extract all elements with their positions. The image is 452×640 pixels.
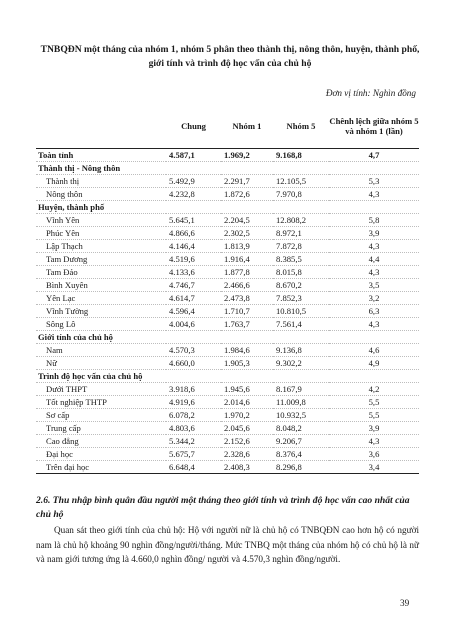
row-label: Sông Lô <box>36 318 166 331</box>
value-nhom1: 1.970,2 <box>221 409 273 422</box>
value-nhom5: 7.970,8 <box>273 188 329 201</box>
table-row <box>36 396 419 409</box>
value-chenh-lech: 4,3 <box>329 188 419 201</box>
value-chenh-lech: 3,9 <box>329 422 419 435</box>
table-row <box>36 383 419 396</box>
value-nhom5: 9.302,2 <box>273 357 329 370</box>
value-chung: 4.803,6 <box>166 422 221 435</box>
row-label: Cao đẳng <box>36 435 166 448</box>
table-row <box>36 279 419 292</box>
row-label: Trình độ học vấn của chủ hộ <box>36 370 166 383</box>
value-nhom1: 1.984,6 <box>221 344 273 357</box>
value-nhom1: 1.905,3 <box>221 357 273 370</box>
value-nhom5 <box>273 331 329 344</box>
value-nhom5: 8.376,4 <box>273 448 329 461</box>
value-chung: 4.596,4 <box>166 305 221 318</box>
table-row <box>36 227 419 240</box>
value-nhom5: 8.972,1 <box>273 227 329 240</box>
value-chenh-lech <box>329 370 419 383</box>
value-chenh-lech: 4,3 <box>329 435 419 448</box>
value-nhom1: 1.916,4 <box>221 253 273 266</box>
table-row <box>36 149 419 162</box>
table-row <box>36 461 419 474</box>
value-nhom1: 1.877,8 <box>221 266 273 279</box>
row-label: Tốt nghiệp THTP <box>36 396 166 409</box>
table-row <box>36 162 419 175</box>
value-chenh-lech: 3,5 <box>329 279 419 292</box>
table-row <box>36 214 419 227</box>
value-nhom5 <box>273 201 329 214</box>
value-chung: 3.918,6 <box>166 383 221 396</box>
value-nhom1: 2.204,5 <box>221 214 273 227</box>
value-chenh-lech: 6,3 <box>329 305 419 318</box>
value-chenh-lech: 3,6 <box>329 448 419 461</box>
row-label: Bình Xuyên <box>36 279 166 292</box>
table-row <box>36 305 419 318</box>
table-row <box>36 370 419 383</box>
value-nhom1: 2.466,6 <box>221 279 273 292</box>
value-nhom1: 1.945,6 <box>221 383 273 396</box>
value-nhom5: 7.872,8 <box>273 240 329 253</box>
row-label: Trên đại học <box>36 461 166 474</box>
value-nhom5: 12.808,2 <box>273 214 329 227</box>
unit-note: Đơn vị tính: Nghìn đồng <box>325 88 416 98</box>
column-header-nhom1: Nhóm 1 <box>221 104 273 149</box>
table-row <box>36 266 419 279</box>
table-row <box>36 240 419 253</box>
value-chenh-lech: 3,4 <box>329 461 419 474</box>
value-chung: 4.614,7 <box>166 292 221 305</box>
value-chenh-lech: 5,5 <box>329 396 419 409</box>
value-nhom5: 8.015,8 <box>273 266 329 279</box>
value-chenh-lech: 4,3 <box>329 240 419 253</box>
value-chung: 6.078,2 <box>166 409 221 422</box>
value-chung: 4.570,3 <box>166 344 221 357</box>
row-label: Dưới THPT <box>36 383 166 396</box>
column-header-chung: Chung <box>166 104 221 149</box>
value-chenh-lech: 5,8 <box>329 214 419 227</box>
value-chung: 4.866,6 <box>166 227 221 240</box>
row-label: Nữ <box>36 357 166 370</box>
value-chenh-lech: 4,6 <box>329 344 419 357</box>
value-nhom5: 8.385,5 <box>273 253 329 266</box>
value-nhom5: 7.561,4 <box>273 318 329 331</box>
value-chenh-lech: 3,9 <box>329 227 419 240</box>
table-row <box>36 435 419 448</box>
row-label: Tam Dương <box>36 253 166 266</box>
value-nhom5: 10.810,5 <box>273 305 329 318</box>
value-nhom1: 1.813,9 <box>221 240 273 253</box>
value-nhom5: 8.296,8 <box>273 461 329 474</box>
value-chenh-lech: 4,3 <box>329 318 419 331</box>
value-chung <box>166 331 221 344</box>
row-label: Đại học <box>36 448 166 461</box>
section-heading: 2.6. Thu nhập bình quân đầu người một tháng theo giới tính và trình độ học vấn cao nhất của chủ hộ <box>36 495 410 520</box>
value-nhom1: 2.045,6 <box>221 422 273 435</box>
value-nhom5: 9.206,7 <box>273 435 329 448</box>
value-nhom1 <box>221 201 273 214</box>
column-header-nhom5: Nhóm 5 <box>273 104 329 149</box>
value-nhom1: 2.408,3 <box>221 461 273 474</box>
value-chenh-lech: 4,9 <box>329 357 419 370</box>
value-nhom1: 1.763,7 <box>221 318 273 331</box>
paragraph-text: Quan sát theo giới tính của chủ hộ: Hộ với người nữ là chủ hộ có TNBQĐN cao hơn hộ có người nam là chủ hộ khoảng 90 nghìn đồng/người/tháng. Mức TNBQ một tháng của nhóm hộ có chủ hộ là nữ và nam giới tương ứng là 4.660,0 nghìn đồng/ người và 4.570,3 nghìn đồng/người. <box>36 525 419 564</box>
row-label: Huyện, thành phố <box>36 201 166 214</box>
table-row <box>36 422 419 435</box>
value-chung: 4.746,7 <box>166 279 221 292</box>
table-row <box>36 292 419 305</box>
table-body <box>36 149 419 474</box>
value-chung: 5.344,2 <box>166 435 221 448</box>
value-chung: 4.133,6 <box>166 266 221 279</box>
value-chenh-lech <box>329 162 419 175</box>
row-label: Sơ cấp <box>36 409 166 422</box>
value-chenh-lech: 4,3 <box>329 266 419 279</box>
table-row <box>36 188 419 201</box>
value-nhom5: 9.136,8 <box>273 344 329 357</box>
value-chung: 5.675,7 <box>166 448 221 461</box>
value-chung <box>166 370 221 383</box>
row-label: Lập Thạch <box>36 240 166 253</box>
table-row <box>36 318 419 331</box>
value-nhom1: 2.302,5 <box>221 227 273 240</box>
value-nhom5: 7.852,3 <box>273 292 329 305</box>
row-label: Trung cấp <box>36 422 166 435</box>
row-label: Thành thị - Nông thôn <box>36 162 166 175</box>
table-row <box>36 175 419 188</box>
value-chenh-lech: 4,7 <box>329 149 419 162</box>
value-nhom1: 1.872,6 <box>221 188 273 201</box>
value-chung: 4.146,4 <box>166 240 221 253</box>
value-nhom5: 9.168,8 <box>273 149 329 162</box>
value-nhom5: 11.009,8 <box>273 396 329 409</box>
value-chenh-lech <box>329 331 419 344</box>
page-number: 39 <box>400 598 410 608</box>
row-label: Nam <box>36 344 166 357</box>
value-chung: 4.519,6 <box>166 253 221 266</box>
value-chung: 4.919,6 <box>166 396 221 409</box>
column-header-chenh-lech: Chênh lệch giữa nhóm 5 và nhóm 1 (lần) <box>329 104 419 149</box>
table-row <box>36 448 419 461</box>
value-nhom5: 12.105,5 <box>273 175 329 188</box>
value-nhom5 <box>273 370 329 383</box>
value-chung: 4.232,8 <box>166 188 221 201</box>
table-header-row <box>36 104 419 149</box>
row-label: Toàn tỉnh <box>36 149 166 162</box>
row-label: Yên Lạc <box>36 292 166 305</box>
value-chung: 6.648,4 <box>166 461 221 474</box>
value-nhom1: 2.152,6 <box>221 435 273 448</box>
row-label: Tam Đảo <box>36 266 166 279</box>
column-header-label <box>36 104 166 149</box>
value-nhom1 <box>221 331 273 344</box>
value-nhom1: 2.473,8 <box>221 292 273 305</box>
table-row <box>36 409 419 422</box>
row-label: Vĩnh Tường <box>36 305 166 318</box>
table-row <box>36 331 419 344</box>
value-chung <box>166 201 221 214</box>
table-title: TNBQĐN một tháng của nhóm 1, nhóm 5 phân theo thành thị, nông thôn, huyện, thành phố, giới tính và trình độ học vấn của chủ hộ <box>40 44 420 69</box>
table-row <box>36 253 419 266</box>
value-chenh-lech: 4,2 <box>329 383 419 396</box>
value-chenh-lech: 5,3 <box>329 175 419 188</box>
value-nhom1: 1.969,2 <box>221 149 273 162</box>
row-label: Vĩnh Yên <box>36 214 166 227</box>
value-chung: 4.660,0 <box>166 357 221 370</box>
table-row <box>36 344 419 357</box>
row-label: Thành thị <box>36 175 166 188</box>
value-chenh-lech: 4,4 <box>329 253 419 266</box>
row-label: Giới tính của chủ hộ <box>36 331 166 344</box>
value-nhom5: 8.670,2 <box>273 279 329 292</box>
value-chenh-lech: 3,2 <box>329 292 419 305</box>
value-nhom5: 8.167,9 <box>273 383 329 396</box>
table-row <box>36 357 419 370</box>
value-nhom1 <box>221 162 273 175</box>
value-chung: 5.645,1 <box>166 214 221 227</box>
row-label: Nông thôn <box>36 188 166 201</box>
table-row <box>36 201 419 214</box>
value-nhom1: 2.328,6 <box>221 448 273 461</box>
value-chung: 4.587,1 <box>166 149 221 162</box>
value-nhom5 <box>273 162 329 175</box>
row-label: Phúc Yên <box>36 227 166 240</box>
value-chung <box>166 162 221 175</box>
income-table <box>36 104 419 474</box>
value-nhom1: 2.291,7 <box>221 175 273 188</box>
value-nhom5: 10.932,5 <box>273 409 329 422</box>
value-chenh-lech <box>329 201 419 214</box>
value-nhom5: 8.048,2 <box>273 422 329 435</box>
body-paragraph <box>36 523 419 567</box>
value-chung: 4.004,6 <box>166 318 221 331</box>
value-nhom1: 1.710,7 <box>221 305 273 318</box>
value-nhom1 <box>221 370 273 383</box>
value-chung: 5.492,9 <box>166 175 221 188</box>
value-chenh-lech: 5,5 <box>329 409 419 422</box>
value-nhom1: 2.014,6 <box>221 396 273 409</box>
